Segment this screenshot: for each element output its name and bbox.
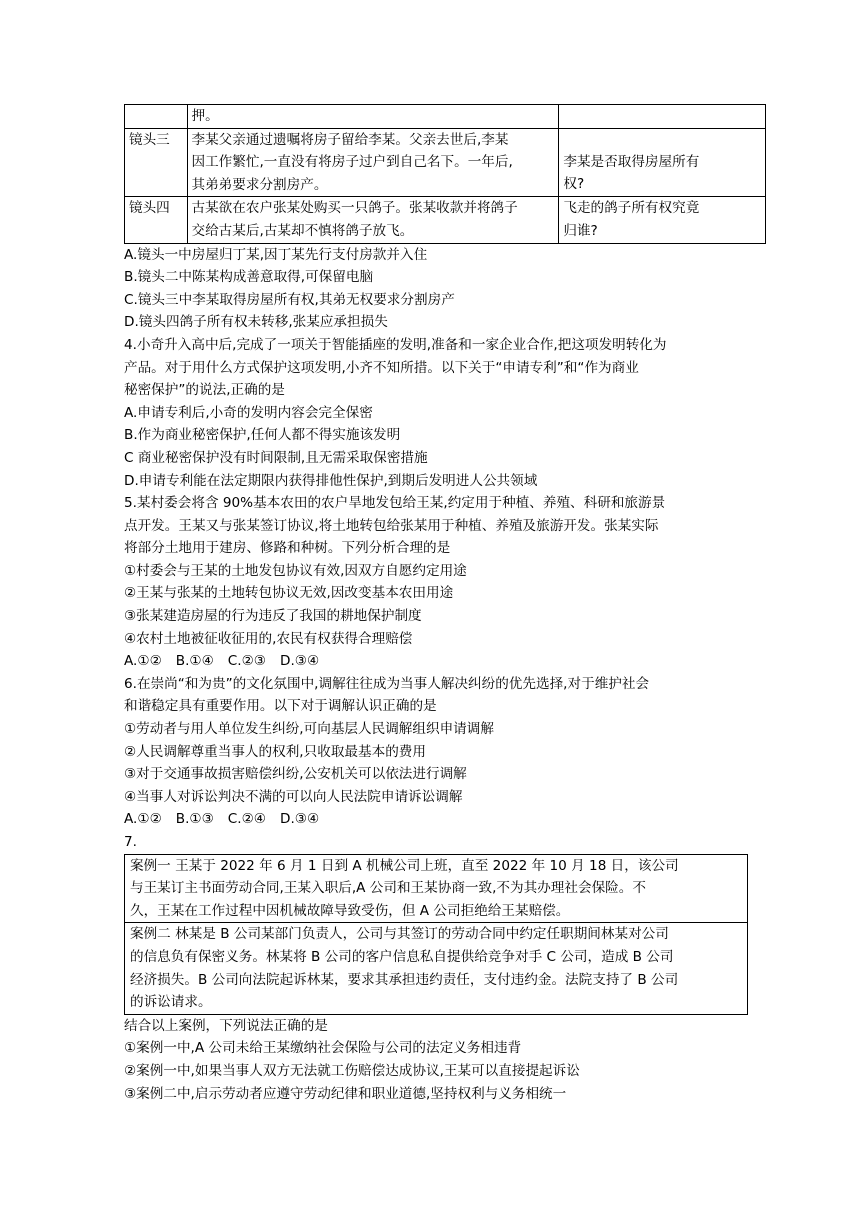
table-row — [125, 197, 766, 243]
description-line: 其弟弟要求分割房产。 — [191, 176, 328, 193]
description-line: 交给古某后,古某却不慎将鸽子放飞。 — [191, 222, 414, 239]
table-cell-label — [125, 105, 188, 129]
question-stem-line: 5.某村委会将含 90%基本农田的农户旱地发包给王某,约定用于种植、养殖、科研和旅游景 — [124, 495, 666, 512]
case-box-2 — [124, 923, 748, 1014]
statement-1: ①村委会与王某的土地发包协议有效,因双方自愿约定用途 — [124, 562, 467, 579]
question-stem: 结合以上案例，下列说法正确的是 — [124, 1017, 328, 1034]
question-4 — [124, 334, 746, 492]
statement-1: ①案例一中,A 公司未给王某缴纳社会保险与公司的法定义务相违背 — [124, 1040, 522, 1057]
question-stem-line: 4.小奇升入高中后,完成了一项关于智能插座的发明,准备和一家企业合作,把这项发明转化为 — [124, 336, 667, 353]
choice-a: A.①② — [124, 653, 162, 670]
choice-a: A.①② — [124, 811, 162, 828]
question-line: 飞走的鸽子所有权究竟 — [563, 200, 700, 217]
option-d: D.申请专利能在法定期限内获得排他性保护,到期后发明进人公共领域 — [124, 472, 538, 489]
choice-d: D.③④ — [279, 653, 320, 670]
table-row — [125, 105, 766, 129]
option-b: B.镜头二中陈某构成善意取得,可保留电脑 — [124, 269, 374, 286]
statement-4: ④当事人对诉讼判决不满的可以向人民法院申请诉讼调解 — [124, 788, 463, 805]
page-content — [124, 104, 746, 1105]
table-cell-description — [187, 105, 559, 129]
question-line: 权? — [563, 176, 585, 193]
description-line: 古某欲在农户张某处购买一只鸽子。张某收款并将鸽子 — [191, 200, 518, 217]
question-7-body — [124, 1015, 746, 1105]
statement-3: ③对于交通事故损害赔偿纠纷,公安机关可以依法进行调解 — [124, 766, 467, 783]
case-line: 经济损失。B 公司向法院起诉林某，要求其承担违约责任，支付违约金。法院支持了 B 公司 — [130, 971, 679, 988]
question-stem-line: 和谐稳定具有重要作用。以下对于调解认识正确的是 — [124, 698, 437, 715]
question-stem-line: 6.在崇尚“和为贵”的文化氛围中,调解往往成为当事人解决纠纷的优先选择,对于维护社会 — [124, 675, 650, 692]
description-line: 押。 — [191, 108, 219, 124]
description-line: 因工作繁忙,一直没有将房子过户到自己名下。一年后, — [191, 154, 513, 171]
question-stem-line: 产品。对于用什么方式保护这项发明,小齐不知所措。以下关于“申请专利”和“作为商业 — [124, 359, 639, 376]
option-a: A.镜头一中房屋归丁某,因丁某先行支付房款并入住 — [124, 246, 428, 263]
option-a: A.申请专利后,小奇的发明内容会完全保密 — [124, 404, 373, 421]
statement-4: ④农村土地被征收征用的,农民有权获得合理赔偿 — [124, 630, 413, 647]
option-b: B.作为商业秘密保护,任何人都不得实施该发明 — [124, 427, 401, 444]
statement-2: ②人民调解尊重当事人的权利,只收取最基本的费用 — [124, 743, 426, 760]
question-line: 归谁? — [563, 222, 598, 239]
statement-1: ①劳动者与用人单位发生纠纷,可向基层人民调解组织申请调解 — [124, 721, 494, 738]
question-line: 李某是否取得房屋所有 — [563, 153, 700, 170]
question-stem-line: 点开发。王某又与张某签订协议,将土地转包给张某用于种植、养殖及旅游开发。张某实际 — [124, 517, 659, 534]
case-line: 案例一 王某于 2022 年 6 月 1 日到 A 机械公司上班，直至 2022 年 10 月 18 日，该公司 — [130, 857, 679, 874]
description-line: 李某父亲通过遗嘱将房子留给李某。父亲去世后,李某 — [191, 131, 509, 148]
case-line: 与王某订主书面劳动合同,王某入职后,A 公司和王某协商一致,不为其办理社会保险。不 — [130, 880, 646, 897]
case-line: 的信息负有保密义务。林某将 B 公司的客户信息私自提供给竞争对手 C 公司，造成 B 公司 — [130, 948, 674, 965]
statement-3: ③张某建造房屋的行为违反了我国的耕地保护制度 — [124, 608, 422, 625]
statement-2: ②案例一中,如果当事人双方无法就工伤赔偿达成协议,王某可以直接提起诉讼 — [124, 1062, 580, 1079]
option-c: C 商业秘密保护没有时间限制,且无需采取保密措施 — [124, 449, 428, 466]
choice-d: D.③④ — [279, 811, 320, 828]
question-number: 7. — [124, 834, 137, 850]
table-cell-description — [187, 128, 559, 197]
case-line: 案例二 林某是 B 公司某部门负责人，公司与其签订的劳动合同中约定任职期间林某对公司 — [130, 926, 669, 943]
question-5 — [124, 492, 746, 673]
choice-b: B.①③ — [175, 811, 214, 828]
statement-3: ③案例二中,启示劳动者应遵守劳动纪律和职业道德,坚持权利与义务相统一 — [124, 1085, 567, 1102]
option-c: C.镜头三中李某取得房屋所有权,其弟无权要求分割房产 — [124, 291, 455, 308]
question-7 — [124, 831, 746, 854]
table-cell-description — [187, 197, 559, 243]
table-cell-question — [559, 197, 766, 243]
choice-row — [124, 808, 746, 831]
statement-2: ②王某与张某的土地转包协议无效,因改变基本农田用途 — [124, 585, 454, 602]
question-3-options — [124, 244, 746, 334]
case-box-1 — [124, 854, 748, 924]
option-d: D.镜头四鸽子所有权未转移,张某应承担损失 — [124, 314, 388, 331]
question-stem-line: 秘密保护”的说法,正确的是 — [124, 382, 285, 399]
table-cell-label: 镜头四 — [125, 197, 188, 243]
question-stem-line: 将部分土地用于建房、修路和种树。下列分析合理的是 — [124, 540, 451, 557]
choice-row — [124, 650, 746, 673]
table-cell-question — [559, 128, 766, 197]
choice-c: C.②③ — [227, 653, 266, 670]
choice-b: B.①④ — [175, 653, 214, 670]
table-row — [125, 128, 766, 197]
choice-c: C.②④ — [227, 811, 266, 828]
case-line: 的诉讼请求。 — [130, 994, 212, 1011]
case-line: 久，王某在工作过程中因机械故障导致受伤，但 A 公司拒绝给王某赔偿。 — [130, 902, 570, 919]
table-cell-label: 镜头三 — [125, 128, 188, 197]
table-cell-question — [559, 105, 766, 129]
question-6 — [124, 673, 746, 831]
case-table — [124, 104, 766, 244]
